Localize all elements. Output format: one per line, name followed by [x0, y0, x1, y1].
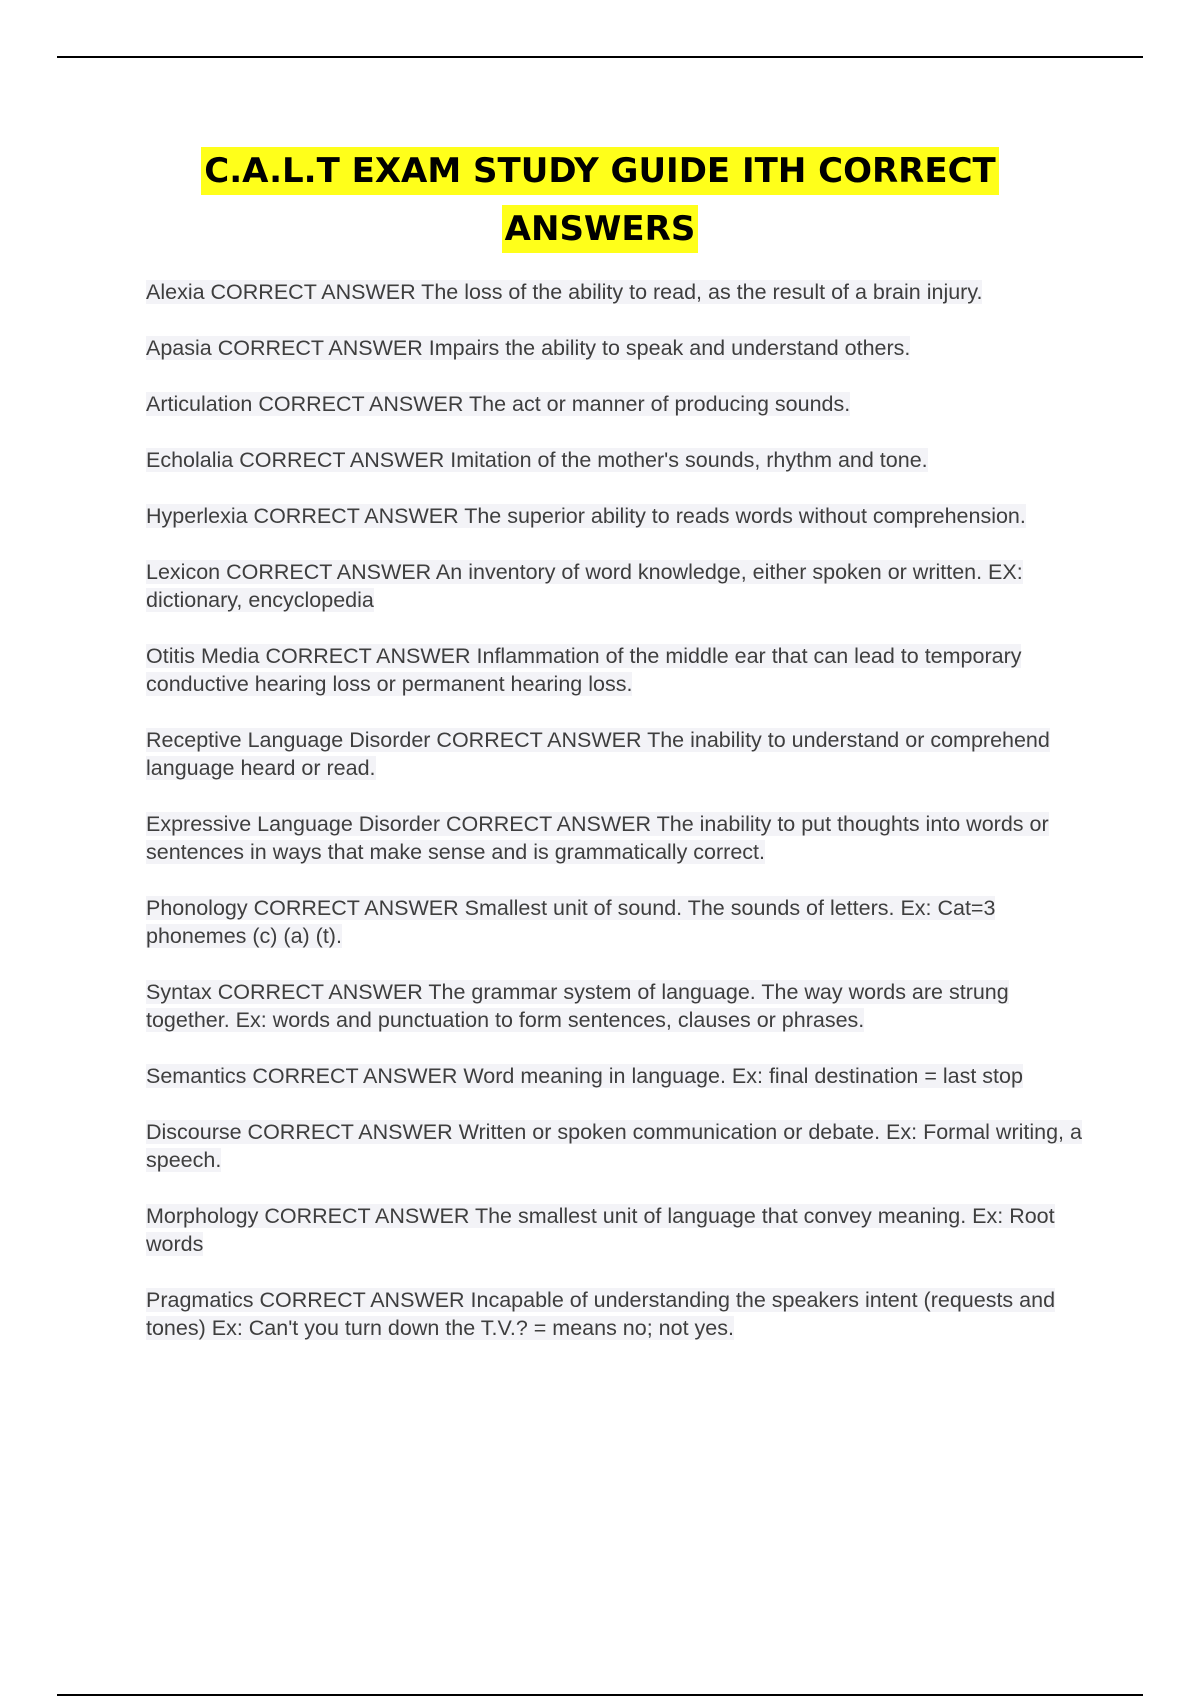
entry-phonology: Phonology CORRECT ANSWER Smallest unit of sound. The sounds of letters. Ex: Cat=3 phonemes (c) (a) (t). [146, 896, 996, 948]
entry-apasia: Apasia CORRECT ANSWER Impairs the ability to speak and understand others. [146, 336, 911, 360]
entry-receptive-language-disorder: Receptive Language Disorder CORRECT ANSWER The inability to understand or comprehend language heard or read. [146, 728, 1050, 780]
bottom-rule [57, 1694, 1143, 1696]
entry-pragmatics: Pragmatics CORRECT ANSWER Incapable of understanding the speakers intent (requests and tones) Ex: Can't you turn down the T.V.? = means no; not yes. [146, 1288, 1056, 1340]
entry-alexia: Alexia CORRECT ANSWER The loss of the ability to read, as the result of a brain injury. [146, 280, 983, 304]
document-title [0, 142, 1200, 258]
entry-semantics: Semantics CORRECT ANSWER Word meaning in language. Ex: final destination = last stop [146, 1064, 1023, 1088]
entry-discourse: Discourse CORRECT ANSWER Written or spoken communication or debate. Ex: Formal writing, a speech. [146, 1120, 1082, 1172]
entry-lexicon: Lexicon CORRECT ANSWER An inventory of word knowledge, either spoken or written. EX: dictionary, encyclopedia [146, 560, 1023, 612]
entry-expressive-language-disorder: Expressive Language Disorder CORRECT ANSWER The inability to put thoughts into words or sentences in ways that make sense and is grammatically correct. [146, 812, 1049, 864]
entry-articulation: Articulation CORRECT ANSWER The act or manner of producing sounds. [146, 392, 851, 416]
title-line-1: C.A.L.T EXAM STUDY GUIDE ITH CORRECT [0, 142, 1200, 200]
entry-syntax: Syntax CORRECT ANSWER The grammar system of language. The way words are strung together. Ex: words and punctuation to form sentences, clauses or phrases. [146, 980, 1009, 1032]
entry-morphology: Morphology CORRECT ANSWER The smallest unit of language that convey meaning. Ex: Root words [146, 1204, 1055, 1256]
top-rule [57, 56, 1143, 58]
title-line-2: ANSWERS [0, 200, 1200, 258]
entry-hyperlexia: Hyperlexia CORRECT ANSWER The superior ability to reads words without comprehension. [146, 504, 1026, 528]
entry-otitis-media: Otitis Media CORRECT ANSWER Inflammation of the middle ear that can lead to temporary conductive hearing loss or permanent hearing loss. [146, 644, 1022, 696]
study-guide-entries [146, 278, 1086, 1370]
entry-echolalia: Echolalia CORRECT ANSWER Imitation of the mother's sounds, rhythm and tone. [146, 448, 928, 472]
